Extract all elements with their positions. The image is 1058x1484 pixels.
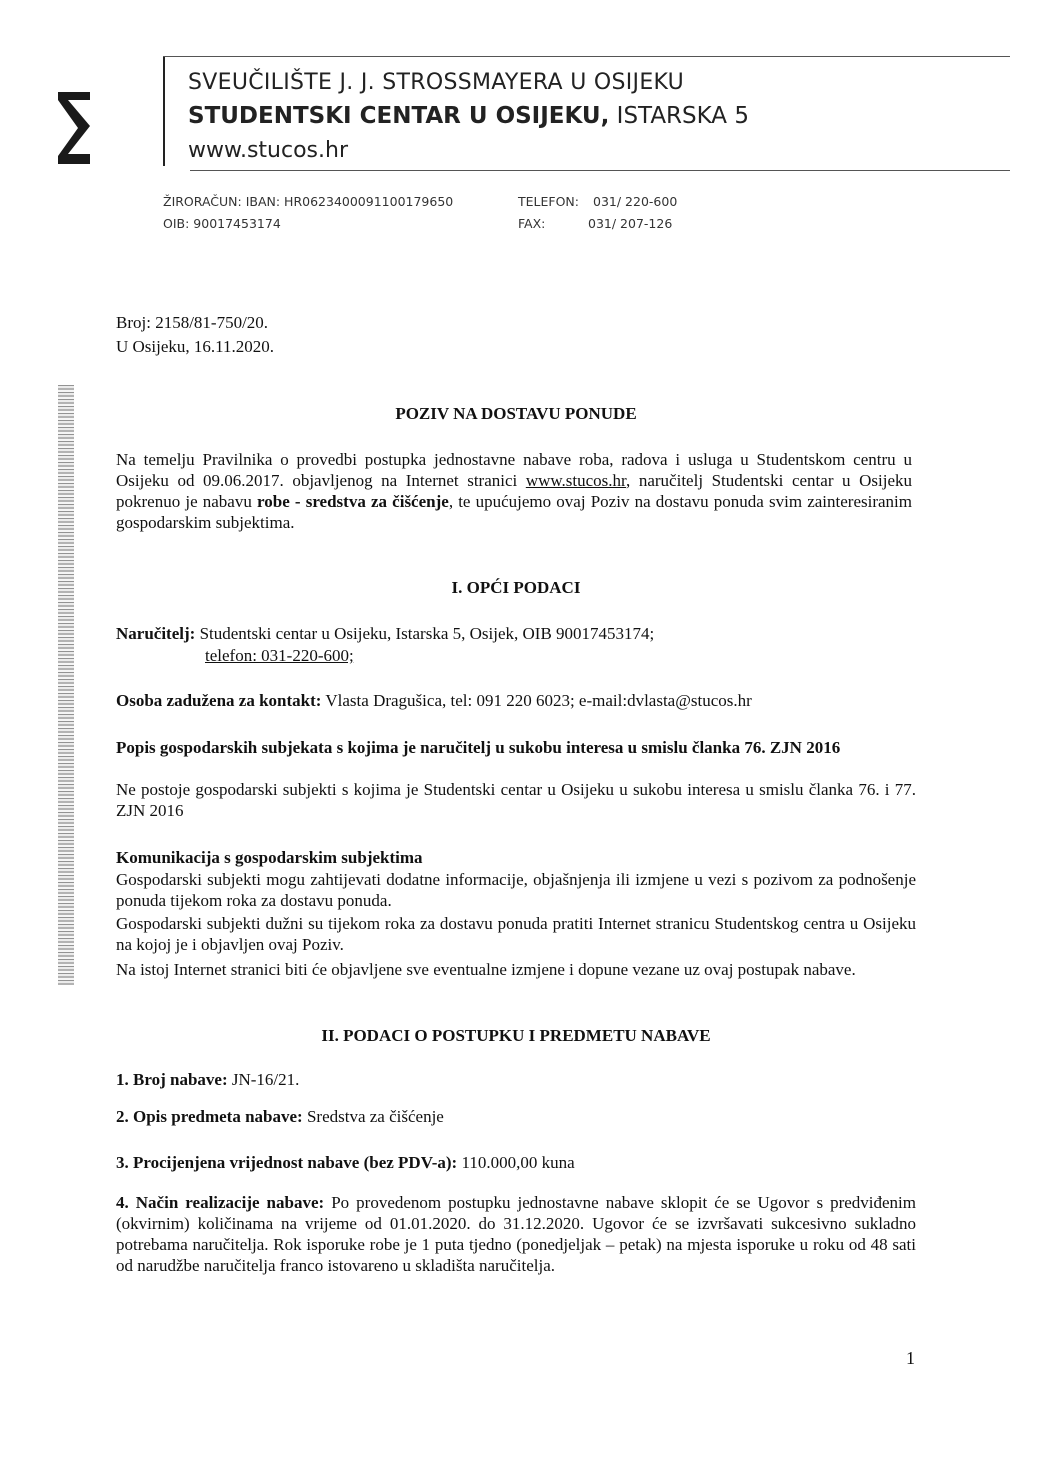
item-3 [116, 1152, 916, 1173]
item-3-label: 3. Procijenjena vrijednost nabave (bez PDV-a): [116, 1153, 458, 1172]
logo-icon [56, 90, 96, 166]
item-3-value: 110.000,00 kuna [461, 1153, 575, 1172]
intro-text-3: , te upućujemo ovaj Poziv na dostavu ponuda svim zainteresiranim gospodarskim subjektima. [116, 492, 912, 532]
communication-paragraph-2: Gospodarski subjekti dužni su tijekom roka za dostavu ponuda pratiti Internet stranicu Studentskog centra u Osijeku na kojoj je i objavljen ovaj Poziv. [116, 914, 916, 954]
place-date: U Osijeku, 16.11.2020. [116, 337, 275, 356]
institution-name: STUDENTSKI CENTAR U OSIJEKU, [188, 103, 610, 129]
communication-heading [116, 847, 916, 868]
communication-heading-text: Komunikacija s gospodarskim subjektima [116, 848, 423, 867]
intro-link[interactable]: www.stucos.hr [525, 471, 627, 490]
item-4-label: 4. Način realizacije nabave: [116, 1193, 325, 1212]
item-1-value: JN-16/21. [231, 1070, 300, 1089]
item-2-label: 2. Opis predmeta nabave: [116, 1107, 303, 1126]
section1-heading-text: I. OPĆI PODACI [451, 578, 581, 597]
iban: ŽIRORAČUN: IBAN: HR0623400091100179650 [163, 194, 454, 209]
header-top-rule [163, 56, 1010, 57]
item-2-value: Sredstva za čišćenje [306, 1107, 444, 1126]
header-vertical-rule [163, 56, 165, 166]
university-name: SVEUČILIŠTE J. J. STROSSMAYERA U OSIJEKU [188, 70, 685, 95]
reference-number: Broj: 2158/81-750/20. [116, 313, 269, 332]
item-1 [116, 1069, 916, 1090]
contact-label: Osoba zadužena za kontakt: [116, 691, 322, 710]
institution-address: ISTARSKA 5 [616, 103, 749, 129]
fax-label: FAX: [518, 216, 546, 231]
page-number: 1 [906, 1348, 915, 1368]
section1-heading [116, 577, 916, 598]
intro-text-2: , naručitelj Studentski centar u Osijeku pokrenuo je nabavu [116, 471, 912, 511]
intro-paragraph [116, 449, 912, 533]
header-bottom-rule [190, 170, 1010, 171]
fax: 031/ 207-126 [588, 216, 673, 231]
item-1-label: 1. Broj nabave: [116, 1070, 228, 1089]
contact-line [116, 690, 916, 711]
section2-heading-text: II. PODACI O POSTUPKU I PREDMETU NABAVE [321, 1026, 711, 1045]
item-4 [116, 1192, 916, 1276]
conflict-heading [116, 737, 916, 758]
website[interactable]: www.stucos.hr [188, 138, 348, 163]
oib: OIB: 90017453174 [163, 216, 281, 231]
phone-label: TELEFON: [518, 194, 579, 209]
narucitelj-value: Studentski centar u Osijeku, Istarska 5, Osijek, OIB 90017453174; [199, 624, 655, 643]
scan-edge-artifact [58, 385, 74, 985]
communication-paragraph-3: Na istoj Internet stranici biti će objavljene sve eventualne izmjene i dopune vezane uz ovaj postupak nabave. [116, 960, 856, 979]
narucitelj-phone: telefon: 031-220-600; [205, 646, 354, 665]
narucitelj-line [116, 623, 916, 644]
intro-subject: robe - sredstva za čišćenje [257, 492, 449, 511]
section2-heading [116, 1025, 916, 1046]
institution-line [188, 103, 749, 129]
item-2 [116, 1106, 916, 1127]
communication-paragraph-1: Gospodarski subjekti mogu zahtijevati dodatne informacije, objašnjenja ili izmjene u vezi s pozivom za podnošenje ponuda tijekom roka za dostavu ponuda. [116, 870, 916, 910]
conflict-heading-text: Popis gospodarskih subjekata s kojima je naručitelj u sukobu interesa u smislu članka 76. ZJN 2016 [116, 738, 841, 757]
contact-value: Vlasta Dragušica, tel: 091 220 6023; e-mail:dvlasta@stucos.hr [325, 691, 752, 710]
item-4-value: Po provedenom postupku jednostavne nabave sklopit će se Ugovor s predviđenim (okvirnim) količinama na vrijeme od 01.01.2020. do 31.12.2020. Ugovor će se izvršavati sukcesivno sukladno potrebama naručitelja. Rok isporuke robe je 1 puta tjedno (ponedjeljak – petak) na mjesta isporuke u roku od 48 sati od narudžbe naručitelja franco istovareno u skladišta naručitelja. [116, 1193, 916, 1275]
narucitelj-label: Naručitelj: [116, 624, 196, 643]
conflict-text: Ne postoje gospodarski subjekti s kojima je Studentski centar u Osijeku u sukobu interesa u smislu članka 76. i 77. ZJN 2016 [116, 780, 916, 820]
document-title-text: POZIV NA DOSTAVU PONUDE [395, 404, 637, 423]
phone: 031/ 220-600 [593, 194, 678, 209]
document-title [116, 403, 916, 424]
intro-text-1: Na temelju Pravilnika o provedbi postupka jednostavne nabave roba, radova i usluga u Studentskom centru u Osijeku od 09.06.2017. objavljenog na Internet stranici [116, 450, 912, 490]
